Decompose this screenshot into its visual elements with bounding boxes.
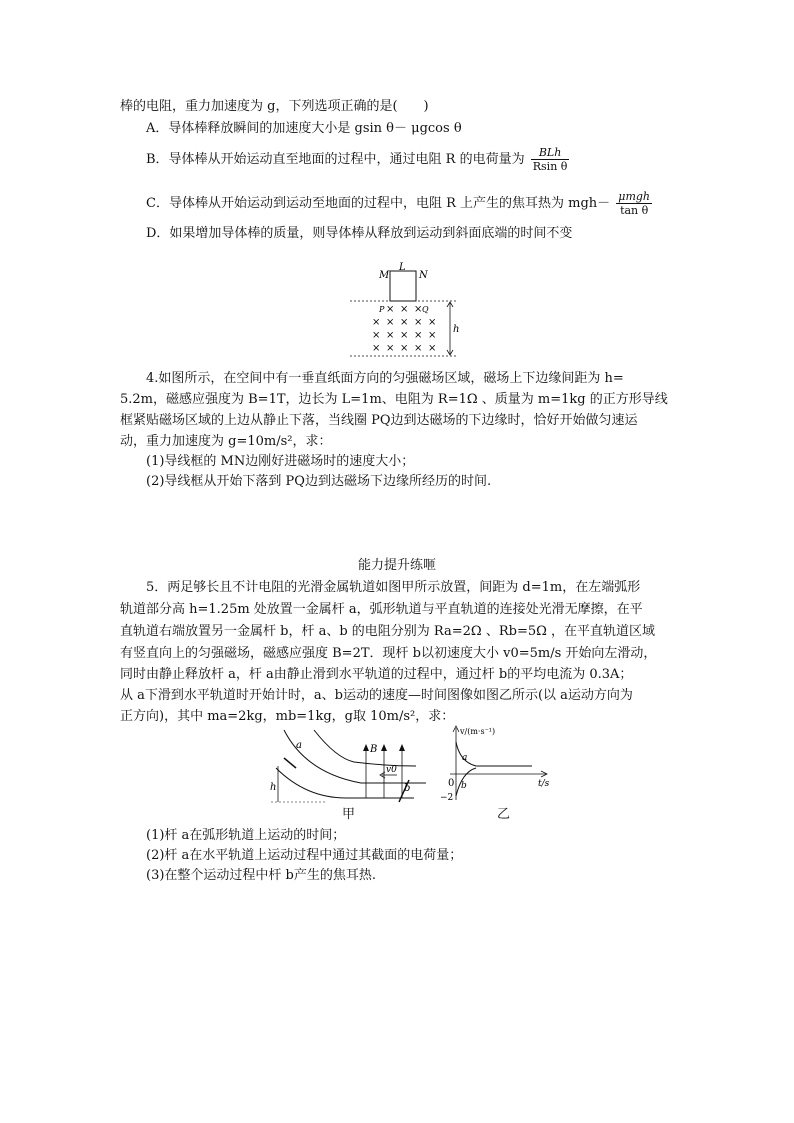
field-cross: × [372,317,381,328]
q4-line-4: 动，重力加速度为 g=10m/s²，求： [120,434,332,449]
field-cross: × [386,304,395,315]
q3-option-b-text: B．导体棒从开始运动直至地面的过程中，通过电阻 R 的电荷量为 [146,152,525,167]
curve-a [456,742,532,766]
q4-sub-1: (1)导线框的 MN边刚好进磁场时的速度大小； [146,454,415,469]
q5-line-4: 有竖直向上的匀强磁场，磁感应强度 B=2T．现杆 b以初速度大小 v0=5m/s 开始向左滑动， [120,646,657,661]
field-arrow-2 [381,744,387,751]
q4-sub-2: (2)导线框从开始下落到 PQ边到达磁场下边缘所经历的时间. [146,474,492,489]
label-l: L [399,262,406,273]
field-cross: × [414,330,423,341]
field-cross: × [400,343,409,354]
q5-line-2: 轨道部分高 h=1.25m 处放置一金属杆 a，弧形轨道与平直轨道的连接处光滑无摩擦，在平 [120,602,643,617]
field-cross: × [400,317,409,328]
label-m: M [379,270,390,281]
axis-y-label: v/(m·s⁻¹) [460,727,496,736]
label-n: N [419,270,428,281]
q3-option-b-denominator: Rsin θ [532,160,568,173]
label-p: P [379,305,385,314]
curve-b-label: b [461,781,467,791]
q3-option-c-text: C．导体棒从开始运动到运动至地面的过程中，电阻 R 上产生的焦耳热为 mgh－ [146,196,611,211]
rod-a [284,758,296,768]
field-arrow-1 [363,744,369,751]
q5-line-1: 5．两足够长且不计电阻的光滑金属轨道如图甲所示放置，间距为 d=1m，在左端弧形 [146,580,641,595]
section-title: 能力提升练咂 [357,558,436,573]
label-a: a [296,740,302,751]
q3-option-b-fraction [531,146,570,173]
q5-line-3: 直轨道右端放置另一金属杆 b，杆 a、b 的电阻分别为 Ra=2Ω 、Rb=5Ω ，在平直轨道区域 [120,624,656,639]
field-cross: × [414,343,423,354]
label-b-field: B [370,744,378,755]
q3-stem-tail: 棒的电阻，重力加速度为 g，下列选项正确的是( ) [120,99,429,114]
q3-option-c-fraction [616,190,652,217]
q5-sub-3: (3)在整个运动过程中杆 b产生的焦耳热. [146,868,377,883]
q3-option-a: A．导体棒释放瞬间的加速度大小是 gsin θ－ μgcos θ [146,121,462,136]
tick-zero: 0 [448,778,455,789]
label-h: h [270,782,277,793]
label-b: b [404,783,411,794]
q4-line-2: 5.2m，磁感应强度为 B=1T，边长为 L=1m、电阻为 R=1Ω 、质量为 m=1kg 的正方形导线 [120,392,668,407]
field-cross: × [428,317,437,328]
q3-option-b [146,146,571,173]
axis-x-label: t/s [538,779,550,789]
field-arrow-3 [399,744,405,751]
caption-jia: 甲 [342,807,356,822]
tick-minus-two: −2 [440,793,454,803]
rail-upper [284,730,426,783]
q5-line-6: 从 a下滑到水平轨道时开始计时，a、b运动的速度—时间图像如图乙所示(以 a运动方向为 [120,688,633,703]
wire-frame [390,271,416,301]
label-q: Q [422,305,429,314]
q5-line-5: 同时由静止释放杆 a，杆 a由静止滑到水平轨道的过程中，通过杆 b的平均电流为 0.3A； [120,667,633,682]
field-cross: × [386,317,395,328]
q3-option-c-numerator: μmgh [618,190,651,203]
label-v0: v0 [386,765,397,775]
field-cross: × [414,317,423,328]
field-cross: × [386,343,395,354]
caption-yi: 乙 [497,807,511,822]
field-cross: × [386,330,395,341]
q4-line-3: 框紧贴磁场区域的上边从静止下落，当线圈 PQ边到达磁场的下边缘时，恰好开始做匀速运 [120,413,638,428]
q4-figure [350,262,470,362]
field-cross: × [400,304,409,315]
field-cross: × [400,330,409,341]
q4-line-1: 4.如图所示，在空间中有一垂直纸面方向的匀强磁场区域，磁场上下边缘间距为 h= [146,371,624,386]
q3-option-b-numerator: BLh [531,146,570,160]
q3-option-c-denominator: tan θ [620,204,649,217]
q5-figure-right [436,722,556,804]
field-cross: × [428,330,437,341]
field-cross: × [372,330,381,341]
field-cross: × [372,343,381,354]
q3-option-c [146,190,654,217]
label-h: h [453,324,460,335]
field-cross: × [414,304,423,315]
q5-sub-2: (2)杆 a在水平轨道上运动过程中通过其截面的电荷量； [146,848,463,863]
q5-sub-1: (1)杆 a在弧形轨道上运动的时间； [146,828,346,843]
curve-a-label: a [462,753,468,763]
q3-option-d: D．如果增加导体棒的质量，则导体棒从释放到运动到斜面底端的时间不变 [146,226,573,241]
q5-line-7: 正方向)，其中 ma=2kg，mb=1kg，g取 10m/s²，求： [120,709,455,724]
field-cross: × [428,343,437,354]
